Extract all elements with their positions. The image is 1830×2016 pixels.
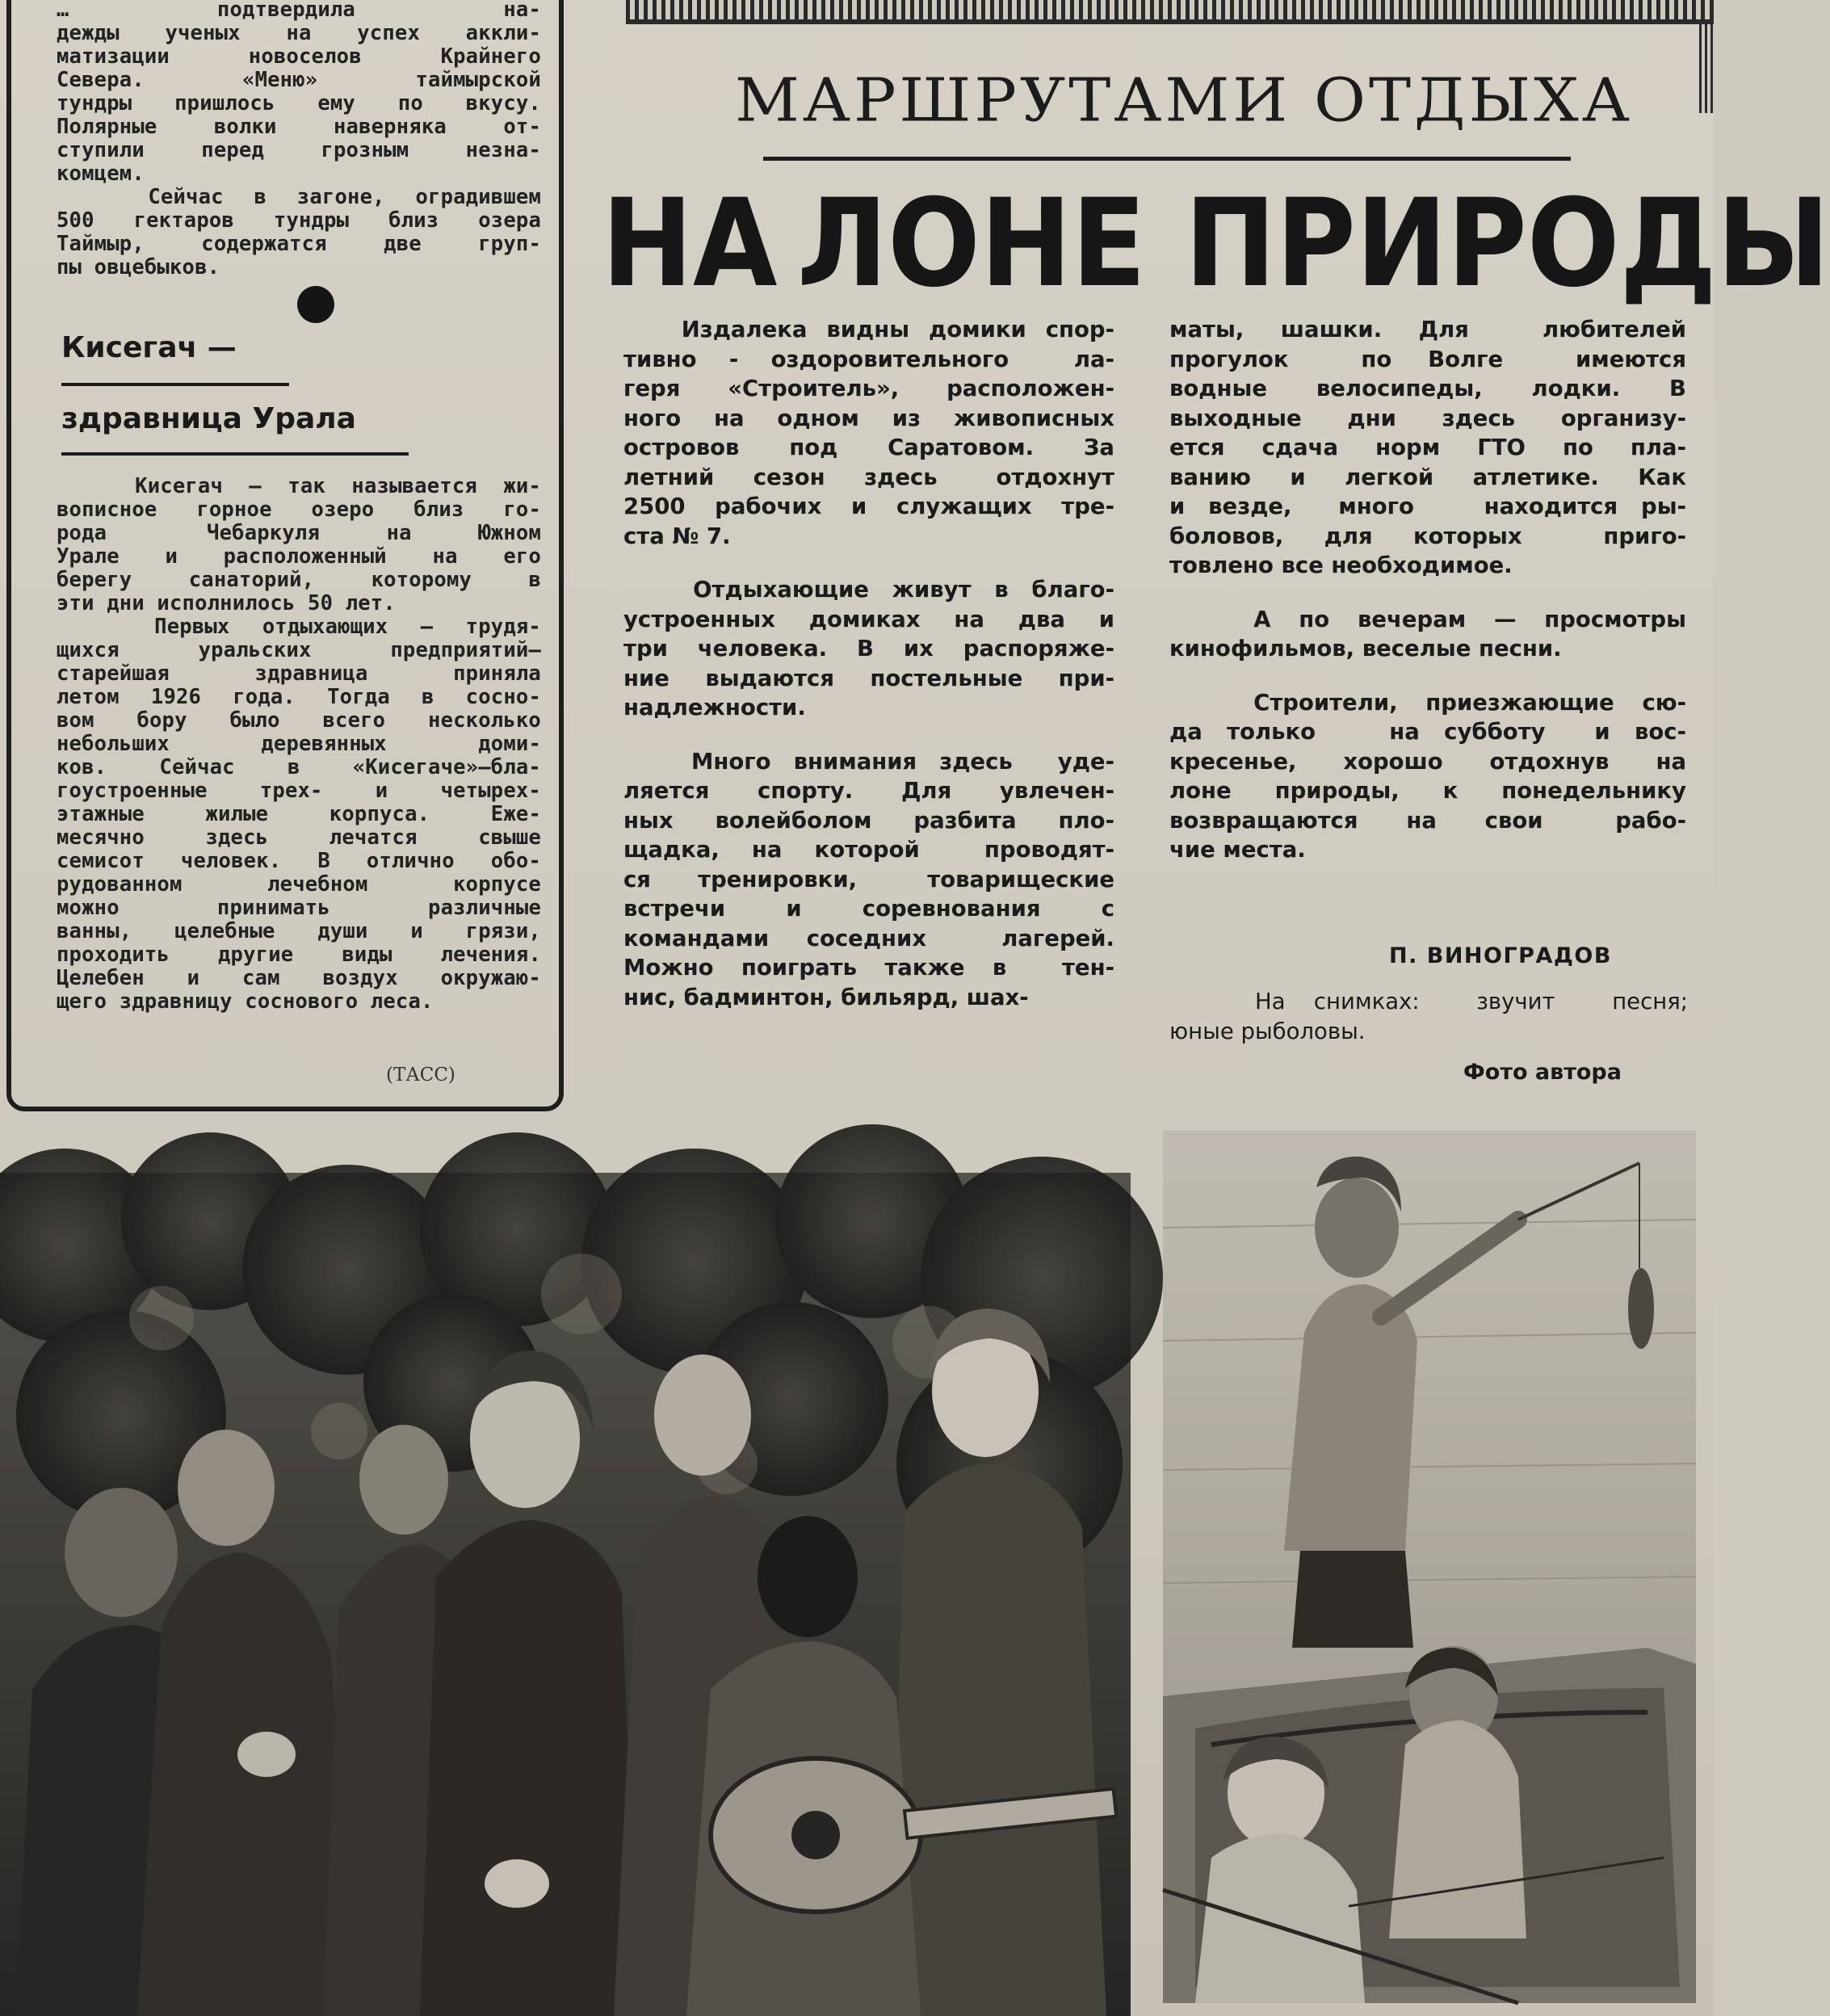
right-edge-decoration: [1699, 24, 1714, 113]
text-line: товлено все необходимое.: [1169, 552, 1513, 578]
text-line: и везде, много находится ры-: [1169, 494, 1686, 519]
author-signature: П. ВИНОГРАДОВ: [1389, 943, 1612, 968]
text-line: ных волейболом разбита пло-: [623, 807, 1114, 834]
kisegach-article-body: [57, 475, 541, 1014]
text-line: надлежности.: [623, 695, 806, 720]
text-line: вописное горное озеро близ го-: [57, 498, 541, 522]
article-column-middle: [623, 315, 1114, 1012]
text-line: Таймыр, содержатся две груп-: [57, 232, 541, 256]
text-line: встречи и соревнования с: [623, 896, 1114, 922]
text-line: эти дни исполнилось 50 лет.: [57, 591, 396, 615]
text-line: А по вечерам — просмотры: [1169, 606, 1686, 632]
text-line: лоне природы, к понедельнику: [1169, 778, 1686, 804]
text-line: берегу санаторий, которому в: [57, 568, 541, 592]
text-line: этажные жилые корпуса. Еже-: [57, 802, 541, 826]
caption-line: На снимках: звучит песня;: [1169, 989, 1688, 1014]
text-line: 2500 рабочих и служащих тре-: [623, 494, 1114, 519]
left-column-continued-text: [57, 0, 541, 279]
text-line: старейшая здравница приняла: [57, 662, 541, 686]
text-line: Урале и расположенный на его: [57, 544, 541, 569]
text-line: водные велосипеды, лодки. В: [1169, 376, 1686, 401]
text-line: матизации новоселов Крайнего: [57, 44, 541, 69]
paragraph-gap: [623, 551, 1114, 575]
text-line: месячно здесь лечатся свыше: [57, 825, 541, 850]
tass-source: (ТАСС): [386, 1065, 455, 1086]
text-line: ста № 7.: [623, 523, 731, 549]
text-line: командами соседних лагерей.: [623, 925, 1114, 951]
headline-word-3: ПРИРОДЫ: [1184, 174, 1830, 314]
article-column-right: [1169, 315, 1686, 865]
photo-group-singing: [0, 1173, 1131, 2016]
text-line: Строители, приезжающие сю-: [1169, 689, 1686, 716]
text-line: выходные дни здесь организу-: [1169, 405, 1686, 431]
kisegach-title-rule-1: [61, 383, 289, 386]
text-line: Много внимания здесь уде-: [623, 748, 1114, 775]
text-line: Первых отдыхающих — трудя-: [57, 615, 541, 639]
text-line: Сейчас в загоне, оградившем: [57, 185, 541, 209]
caption-line: юные рыболовы.: [1169, 1018, 1366, 1044]
text-line: тундры пришлось ему по вкусу.: [57, 91, 541, 116]
paragraph-gap: [1169, 664, 1686, 688]
text-line: маты, шашки. Для любителей: [1169, 317, 1686, 342]
text-line: боловов, для которых приго-: [1169, 523, 1686, 549]
text-line: устроенных домиках на два и: [623, 606, 1114, 632]
text-line: ся тренировки, товарищеские: [623, 866, 1114, 892]
text-line: чие места.: [1169, 837, 1306, 863]
headline-word-1: НА: [602, 174, 778, 314]
text-line: тивно - оздоровительного ла-: [623, 346, 1114, 372]
text-line: ного на одном из живописных: [623, 405, 1114, 431]
text-line: ется сдача норм ГТО по пла-: [1169, 435, 1686, 460]
text-line: ванию и легкой атлетике. Как: [1169, 464, 1686, 490]
text-line: комцем.: [57, 162, 145, 186]
text-line: … подтвердила на-: [57, 0, 541, 22]
text-line: ков. Сейчас в «Кисегаче»—бла-: [57, 755, 541, 779]
article-headline: [602, 174, 1830, 314]
text-line: кресенье, хорошо отдохнув на: [1169, 748, 1686, 775]
text-line: три человека. В их распоряже-: [623, 636, 1114, 662]
text-line: Целебен и сам воздух окружаю-: [57, 966, 541, 990]
text-line: возвращаются на свои рабо-: [1169, 807, 1686, 834]
text-line: ние выдаются постельные при-: [623, 665, 1114, 691]
section-separator-dot: [297, 286, 334, 323]
text-line: да только на субботу и вос-: [1169, 719, 1686, 745]
rubric-underline: [763, 157, 1571, 161]
text-line: островов под Саратовом. За: [623, 435, 1114, 460]
text-line: летом 1926 года. Тогда в сосно-: [57, 685, 541, 709]
text-line: пы овцебыков.: [57, 255, 220, 279]
text-line: Кисегач — так называется жи-: [57, 474, 541, 498]
text-line: щадка, на которой проводят-: [623, 837, 1114, 863]
text-line: щего здравницу соснового леса.: [57, 989, 434, 1014]
photo-young-fishermen: [1163, 1131, 1696, 2003]
text-line: дежды ученых на успех аккли-: [57, 21, 541, 45]
text-line: кинофильмов, веселые песни.: [1169, 636, 1562, 662]
paragraph-gap: [623, 723, 1114, 747]
photo-caption: [1169, 987, 1688, 1046]
section-rubric: МАРШРУТАМИ ОТДЫХА: [735, 66, 1633, 136]
text-line: 500 гектаров тундры близ озера: [57, 208, 541, 233]
text-line: ванны, целебные души и грязи,: [57, 919, 541, 943]
text-line: гоустроенные трех- и четырех-: [57, 779, 541, 803]
text-line: небольших деревянных доми-: [57, 732, 541, 756]
text-line: можно принимать различные: [57, 896, 541, 920]
paragraph-gap: [1169, 581, 1686, 605]
text-line: нис, бадминтон, бильярд, шах-: [623, 984, 1029, 1010]
top-decorative-band: [626, 0, 1714, 24]
text-line: Можно поиграть также в тен-: [623, 955, 1114, 981]
text-line: семисот человек. В отлично обо-: [57, 849, 541, 873]
photo-credit: Фото автора: [1463, 1060, 1622, 1085]
text-line: проходить другие виды лечения.: [57, 943, 541, 967]
text-line: Издалека видны домики спор-: [623, 317, 1114, 342]
text-line: рудованном лечебном корпусе: [57, 872, 541, 897]
text-line: рода Чебаркуля на Южном: [57, 521, 541, 545]
text-line: вом бору было всего несколько: [57, 708, 541, 733]
text-line: летний сезон здесь отдохнут: [623, 464, 1114, 490]
text-line: геря «Строитель», расположен-: [623, 376, 1114, 401]
text-line: Полярные волки наверняка от-: [57, 115, 541, 139]
text-line: Севера. «Меню» таймырской: [57, 68, 541, 92]
text-line: ступили перед грозным незна-: [57, 138, 541, 162]
kisegach-title-rule-2: [61, 452, 409, 456]
text-line: прогулок по Волге имеются: [1169, 346, 1686, 372]
text-line: Отдыхающие живут в благо-: [623, 577, 1114, 603]
text-line: ляется спорту. Для увлечен-: [623, 778, 1114, 804]
kisegach-title-line1: Кисегач —: [61, 331, 237, 364]
text-line: щихся уральских предприятий—: [57, 638, 541, 662]
headline-word-2: ЛОНЕ: [796, 174, 1146, 314]
kisegach-title-line2: здравница Урала: [61, 402, 356, 435]
